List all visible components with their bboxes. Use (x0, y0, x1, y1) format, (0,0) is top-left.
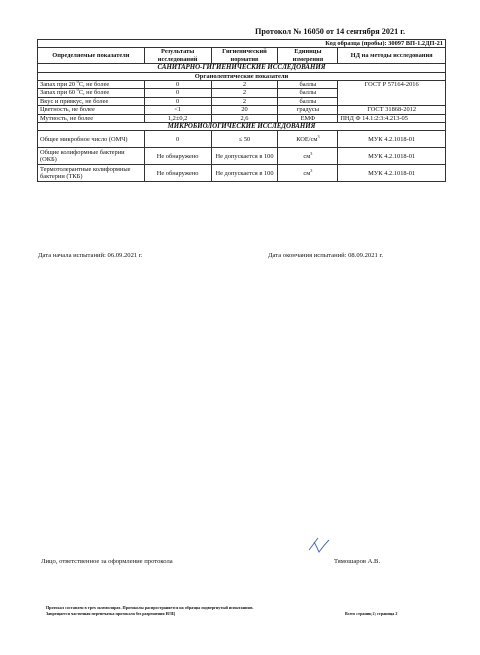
table-row (38, 131, 446, 148)
indicator-name: Запах при 60 $^0$С, не более (38, 89, 145, 97)
sample-code: Код образца (пробы): 30097 ВП-1.2ДП-21 (38, 40, 446, 48)
table-row (38, 165, 446, 182)
signer-name: Тямошаров А.В. (334, 558, 381, 565)
norm-value: ≤ 50 (211, 131, 278, 148)
footer-note-line: Запрещается частичная перепечатка протокола без разрешения ИЛЦ (46, 610, 175, 616)
norm-value: 20 (211, 106, 278, 114)
result-value: Не обнаружено (144, 165, 211, 182)
norm-value: Не допускается в 100 (211, 165, 278, 182)
norm-value: 2 (211, 81, 278, 89)
result-value: 0 (144, 131, 211, 148)
signature-mark (306, 532, 332, 556)
unit-value: баллы (278, 89, 338, 97)
responsible-label: Лицо, ответственное за оформление протокола (41, 558, 173, 565)
footer-note (46, 605, 253, 617)
footer-note-line: Протокол составлен в трех экземплярах. Протоколы распространяется на образцы подвергнутый испытаниям. (46, 605, 254, 610)
unit-value: КОЕ/$см^3$ (278, 131, 338, 148)
subsection-row-organoleptic (38, 72, 446, 80)
result-value: 0 (144, 97, 211, 105)
col-header-indicators: Определяемые показатели (38, 48, 145, 64)
method-value: ГОСТ Р 57164-2016 (338, 81, 446, 106)
unit-value: баллы (278, 97, 338, 105)
test-start-date: Дата начала испытаний: 06.09.2021 г. (38, 252, 143, 259)
indicator-name: Общее микробное число (ОМЧ) (38, 131, 145, 148)
unit-value: $см^3$ (278, 148, 338, 165)
result-value: 1,2±0,2 (144, 114, 211, 122)
norm-value: 2 (211, 97, 278, 105)
col-header-units: Единицы измерения (278, 48, 338, 64)
col-header-norm: Гигиенический норматив (211, 48, 278, 64)
result-value: 0 (144, 89, 211, 97)
results-table (37, 39, 446, 182)
method-value: МУК 4.2.1018-01 (338, 131, 446, 148)
test-end-date: Дата окончания испытаний: 08.09.2021 г. (268, 252, 384, 259)
table-row (38, 114, 446, 122)
method-value: МУК 4.2.1018-01 (338, 148, 446, 165)
subsection-title-organoleptic: Органолептические показатели (38, 72, 446, 80)
unit-value: ЕМФ (278, 114, 338, 122)
norm-value: 2,6 (211, 114, 278, 122)
indicator-name: Общие колиформные бактерии (ОКБ) (38, 148, 145, 165)
page-number: Всего страниц 2; страница 2 (345, 611, 398, 616)
table-row (38, 148, 446, 165)
norm-value: Не допускается в 100 (211, 148, 278, 165)
section-title-micro: МИКРОБИОЛОГИЧЕСКИЕ ИССЛЕДОВАНИЯ (38, 123, 446, 131)
result-value: Не обнаружено (144, 148, 211, 165)
result-value: <1 (144, 106, 211, 114)
indicator-name: Запах при 20 $^0$С, не более (38, 81, 145, 89)
result-value: 0 (144, 81, 211, 89)
unit-value: баллы (278, 81, 338, 89)
unit-value: градусы (278, 106, 338, 114)
indicator-name: Мутность, не более (38, 114, 145, 122)
indicator-name: Цветность, не более (38, 106, 145, 114)
col-header-methods: НД на методы исследования (338, 48, 446, 64)
table-row (38, 106, 446, 114)
table-row (38, 81, 446, 89)
indicator-name: Термотолерантные колиформные бактерии (ТКБ) (38, 165, 145, 182)
protocol-title: Протокол № 16050 от 14 сентября 2021 г. (255, 27, 406, 36)
section-title-sanitary: САНИТАРНО-ГИГИЕНИЧЕСКИЕ ИССЛЕДОВАНИЯ (38, 64, 446, 72)
col-header-results: Результаты исследований (144, 48, 211, 64)
section-row-sanitary (38, 64, 446, 72)
norm-value: 2 (211, 89, 278, 97)
unit-value: $см^3$ (278, 165, 338, 182)
sample-code-row (38, 40, 446, 48)
indicator-name: Вкус и привкус, не более (38, 97, 145, 105)
section-row-micro (38, 123, 446, 131)
method-value: МУК 4.2.1018-01 (338, 165, 446, 182)
header-row (38, 48, 446, 64)
method-value: ГОСТ 31868-2012 (338, 106, 446, 114)
method-value: ПНД Ф 14.1:2:3:4.213-05 (338, 114, 446, 122)
